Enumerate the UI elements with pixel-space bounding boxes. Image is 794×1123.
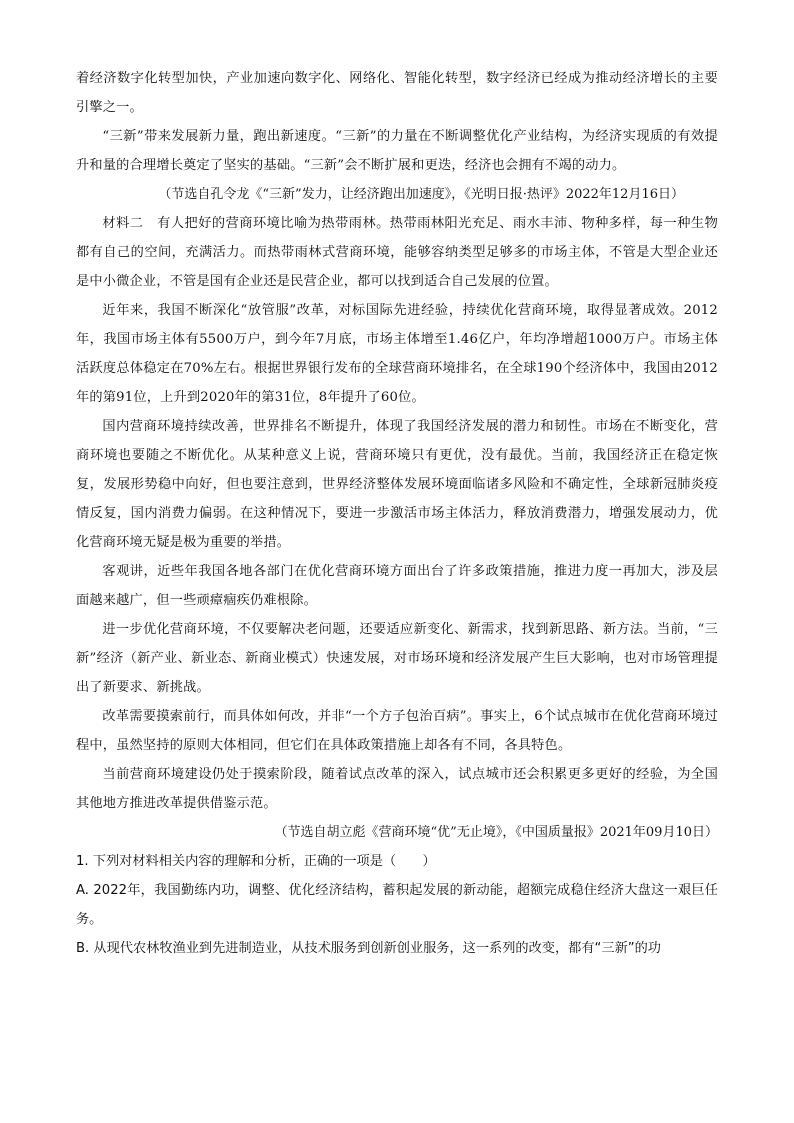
question-stem: 1. 下列对材料相关内容的理解和分析，正确的一项是（ ） — [76, 854, 436, 869]
paragraph-continuation: 着经济数字化转型加快，产业加速向数字化、网络化、智能化转型，数字经济已经成为推动经济增长的主要引擎之一。 — [76, 71, 718, 115]
option-b: B. 从现代农林牧渔业到先进制造业，从技术服务到创新创业服务，这一系列的改变，都有“三新”的功 — [76, 941, 661, 956]
option-a: A. 2022年，我国勤练内功，调整、优化经济结构，蓄积起发展的新动能，超额完成稳住经济大盘这一艰巨任务。 — [76, 883, 718, 927]
paragraph-reform: 近年来，我国不断深化“放管服”改革，对标国际先进经验，持续优化营商环境，取得显著成效。2012年，我国市场主体有5500万户，到今年7月底，市场主体增至1.46亿户，年均净增超1000万户。市场主体活跃度总体稳定在70%左右。根据世界银行发布的全球营商环境排名，在全球190个经济体中，我国由2012年的第91位，上升到2020年的第31位，8年提升了60位。 — [76, 303, 718, 405]
paragraph-exploration: 当前营商环境建设仍处于摸索阶段，随着试点改革的深入，试点城市还会积累更多更好的经验，为全国其他地方推进改革提供借鉴示范。 — [76, 767, 718, 811]
paragraph-environment: 国内营商环境持续改善，世界排名不断提升，体现了我国经济发展的潜力和韧性。市场在不断变化，营商环境也要随之不断优化。从某种意义上说，营商环境只有更优，没有最优。当前，我国经济正在稳定恢复，发展形势稳中向好，但也要注意到，世界经济整体发展环境面临诸多风险和不确定性，全球新冠肺炎疫情反复，国内消费力偏弱。在这种情况下，要进一步激活市场主体活力，释放消费潜力，增强发展动力，优化营商环境无疑是极为重要的举措。 — [76, 419, 718, 550]
paragraph-three-new: “三新”带来发展新力量，跑出新速度。“三新”的力量在不断调整优化产业结构，为经济实现质的有效提升和量的合理增长奠定了坚实的基础。“三新”会不断扩展和更迭，经济也会拥有不竭的动力。 — [76, 129, 718, 173]
paragraph-further-optimize: 进一步优化营商环境，不仅要解决老问题，还要适应新变化、新需求，找到新思路、新方法。当前，“三新”经济（新产业、新业态、新商业模式）快速发展，对市场环境和经济发展产生巨大影响，也对市场管理提出了新要求、新挑战。 — [76, 622, 718, 695]
source-citation-2: （节选自胡立彪《营商环境“优”无止境》，《中国质量报》2021年09月10日） — [274, 825, 718, 840]
source-citation-1: （节选自孔令龙《“三新”发力，让经济跑出加速度》，《光明日报·热评》2022年12月16日） — [158, 187, 684, 202]
paragraph-policies: 客观讲，近些年我国各地各部门在优化营商环境方面出台了许多政策措施，推进力度一再加大，涉及层面越来越广，但一些顽瘴痼疾仍难根除。 — [76, 564, 718, 608]
paragraph-material-two: 材料二 有人把好的营商环境比喻为热带雨林。热带雨林阳光充足、雨水丰沛、物种多样，每一种生物都有自己的空间，充满活力。而热带雨林式营商环境，能够容纳类型足够多的市场主体，不管是大型企业还是中小微企业，不管是国有企业还是民营企业，都可以找到适合自己发展的位置。 — [76, 216, 718, 289]
paragraph-pilot-cities: 改革需要摸索前行，而具体如何改，并非“一个方子包治百病”。事实上，6个试点城市在优化营商环境过程中，虽然坚持的原则大体相同，但它们在具体政策措施上却各有不同，各具特色。 — [76, 709, 718, 753]
